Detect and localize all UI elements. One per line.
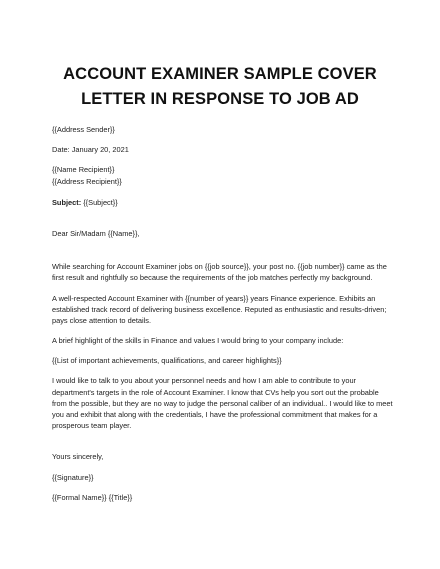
- paragraph-experience: [52, 293, 397, 327]
- closing: Yours sincerely,: [52, 452, 104, 462]
- paragraph-line: I would like to talk to you about your personnel needs and how I am able to contribute to your: [52, 376, 357, 386]
- paragraph-line: A well-respected Account Examiner with {{number of years}} years Finance experience. Exhibits an: [52, 293, 376, 303]
- paragraph-meeting-request: [52, 375, 397, 431]
- paragraph-line: A brief highlight of the skills in Finance and values I would bring to your company include:: [52, 336, 344, 346]
- paragraph-line: department's targets in the role of Account Examiner. I know that CVs help you sort out the probable: [52, 387, 379, 397]
- paragraph-line: pays close attention to details.: [52, 315, 152, 325]
- salutation: Dear Sir/Madam {{Name}},: [52, 228, 140, 238]
- recipient-address: {{Address Recipient}}: [52, 176, 122, 186]
- paragraph-line: from the possible, but they are no way to judge the personal caliber of an individual.. I would like to meet: [52, 398, 393, 408]
- title-line-1: ACCOUNT EXAMINER SAMPLE COVER: [63, 65, 377, 83]
- paragraph-line: established track record of delivering business excellence. Reputed as enthusiastic and results-driven;: [52, 304, 387, 314]
- letter-body: [52, 124, 397, 503]
- subject-value: {{Subject}}: [81, 197, 118, 207]
- recipient-name: {{Name Recipient}}: [52, 165, 115, 175]
- document-title: [40, 62, 400, 112]
- paragraph-job-search: [52, 261, 397, 283]
- subject-line: [52, 197, 397, 208]
- letter-date: Date: January 20, 2021: [52, 145, 129, 155]
- subject-label: Subject:: [52, 197, 82, 207]
- paragraph-line: {{List of important achievements, qualifications, and career highlights}}: [52, 356, 282, 366]
- title-line-2: LETTER IN RESPONSE TO JOB AD: [81, 90, 359, 108]
- formal-name-title: {{Formal Name}} {{Title}}: [52, 492, 133, 502]
- paragraph-line: While searching for Account Examiner jobs on {{job source}}, your post no. {{job number}} came as the: [52, 262, 387, 272]
- paragraph-achievements: [52, 355, 397, 366]
- signature: {{Signature}}: [52, 472, 94, 482]
- paragraph-skills-intro: [52, 335, 397, 346]
- address-sender: {{Address Sender}}: [52, 125, 115, 134]
- paragraph-line: first result and rightfully so because the requirements of the job matches perfectly my background.: [52, 273, 373, 283]
- paragraph-line: prosperous team player.: [52, 421, 132, 431]
- paragraph-line: you and exhibit that along with the credentials, I have the professional commitment that makes for a: [52, 410, 378, 419]
